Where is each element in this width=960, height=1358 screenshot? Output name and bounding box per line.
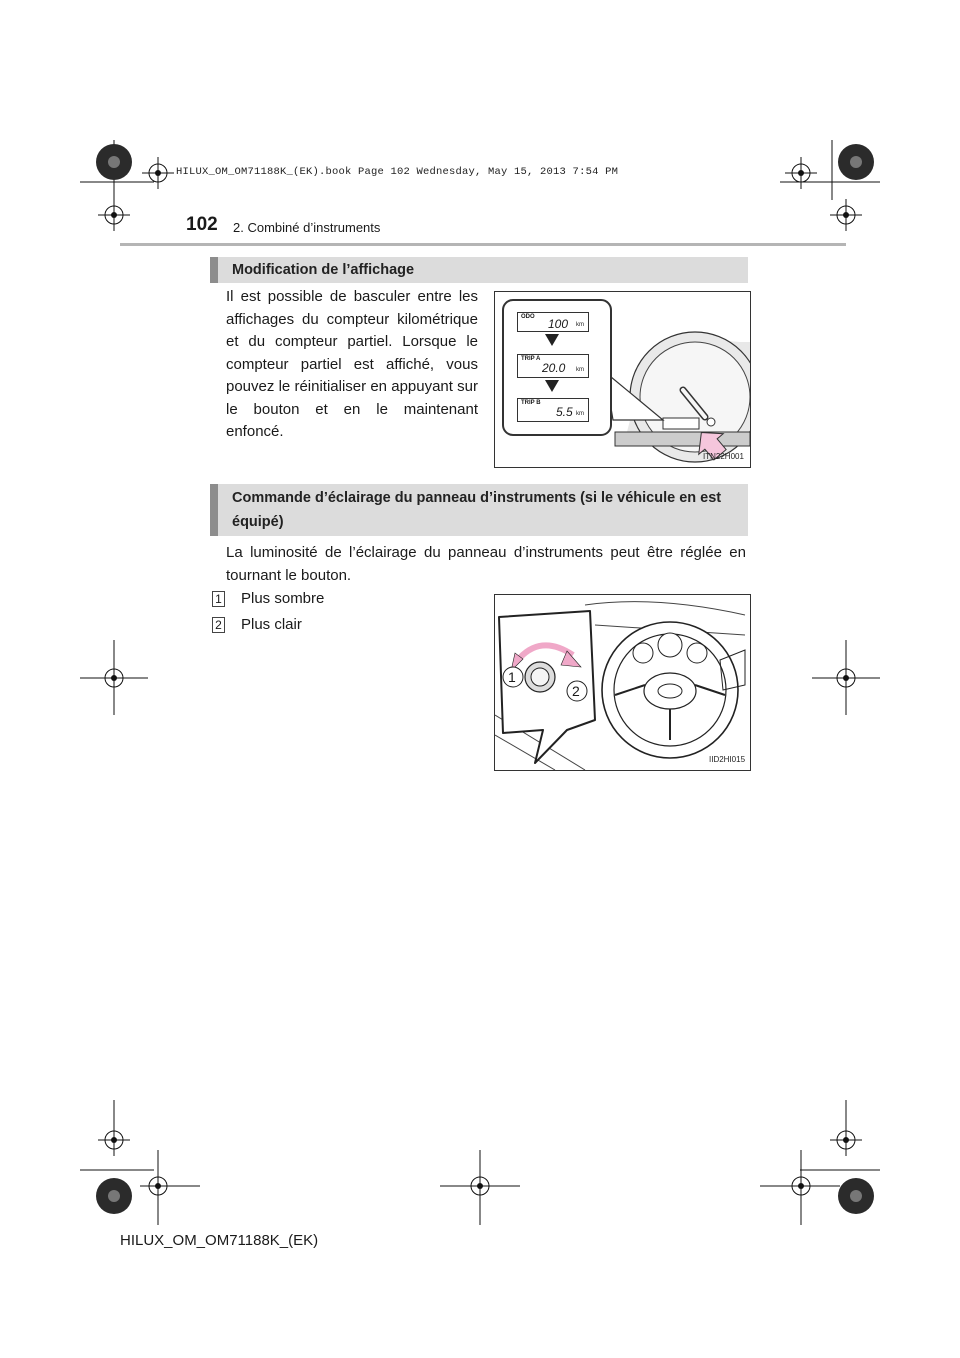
arrow-down-icon	[545, 334, 559, 346]
display-trip-a: TRIP A 20.0 km	[517, 354, 589, 378]
item-label: Plus clair	[241, 616, 302, 633]
list-item	[212, 616, 302, 633]
print-header: HILUX_OM_OM71188K_(EK).book Page 102 Wednesday, May 15, 2013 7:54 PM	[176, 166, 619, 178]
callout-2: 2	[572, 683, 580, 699]
figure-code: ITN22H001	[703, 452, 744, 461]
dimmer-illustration	[495, 595, 750, 770]
dimmer-figure	[494, 594, 751, 771]
arrow-down-icon	[545, 380, 559, 392]
item-label: Plus sombre	[241, 590, 325, 607]
display-odo: ODO 100 km	[517, 312, 589, 332]
section-title-panel-lighting: Commande d’éclairage du panneau d’instruments (si le véhicule en est équipé)	[210, 484, 748, 536]
item-number: 2	[212, 617, 225, 633]
figure-code: IID2HI015	[709, 755, 746, 764]
odometer-figure	[494, 291, 751, 468]
callout-1: 1	[508, 669, 516, 685]
section-title-display-change: Modification de l’affichage	[210, 257, 748, 283]
chapter-title: 2. Combiné d’instruments	[233, 220, 381, 235]
header-rule	[120, 243, 846, 246]
section2-paragraph: La luminosité de l’éclairage du panneau d’instruments peut être réglée en tournant le bouton.	[226, 544, 746, 584]
display-trip-b: TRIP B 5.5 km	[517, 398, 589, 422]
section1-paragraph: Il est possible de basculer entre les affichages du compteur kilométrique et du compteur partiel. Lorsque le compteur partiel est affiché, vous pouvez le réinitialiser en appuyant sur le bouton et en le maintenant enfoncé.	[226, 288, 478, 440]
list-item	[212, 590, 324, 607]
item-number: 1	[212, 591, 225, 607]
page-number: 102	[186, 214, 218, 235]
footer-doc-code: HILUX_OM_OM71188K_(EK)	[120, 1232, 319, 1249]
